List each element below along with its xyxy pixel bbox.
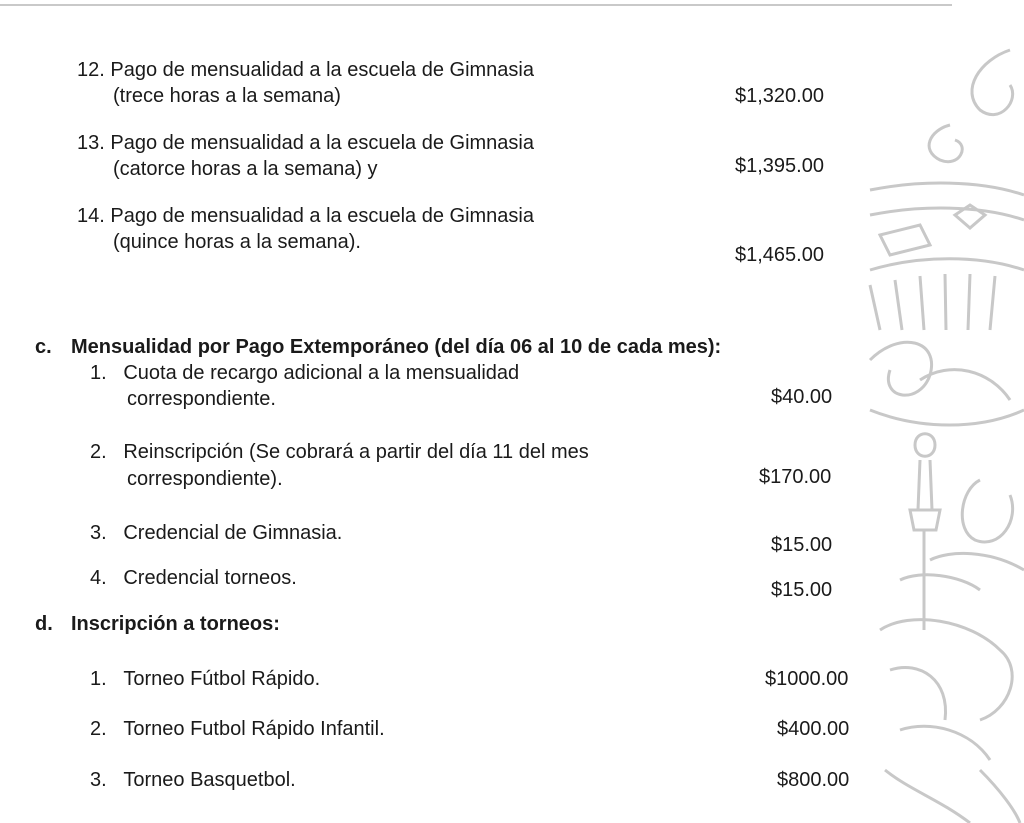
item-14-line1 (77, 204, 534, 228)
item-d2-price: $400.00 (777, 718, 850, 740)
item-13-line2: (catorce horas a la semana) y (113, 158, 378, 180)
item-14-price: $1,465.00 (735, 244, 824, 266)
item-d3-description: Torneo Basquetbol. (123, 769, 296, 791)
section-d-letter: d. (35, 613, 53, 635)
item-d2 (90, 717, 385, 741)
section-c-title: Mensualidad por Pago Extemporáneo (del día 06 al 10 de cada mes): (71, 336, 722, 358)
item-13-price: $1,395.00 (735, 155, 824, 177)
item-13-description: Pago de mensualidad a la escuela de Gimnasia (110, 132, 534, 154)
item-12-description: Pago de mensualidad a la escuela de Gimnasia (110, 59, 534, 81)
item-c1-line1 (90, 361, 519, 385)
section-d-title: Inscripción a torneos: (71, 613, 280, 635)
item-c3-number: 3. (90, 522, 107, 544)
item-13-line1 (77, 131, 534, 155)
item-c1-description: Cuota de recargo adicional a la mensualidad (123, 362, 520, 384)
item-c3-price: $15.00 (771, 534, 833, 556)
item-c1-line2: correspondiente. (127, 388, 276, 410)
top-divider (0, 4, 952, 6)
item-d1-price: $1000.00 (765, 668, 849, 690)
item-14-line2: (quince horas a la semana). (113, 231, 361, 253)
item-12-line1 (77, 58, 534, 82)
item-c4-description: Credencial torneos. (123, 567, 297, 589)
section-c-heading (35, 334, 721, 360)
item-12-line2: (trece horas a la semana) (113, 85, 341, 107)
item-14-description: Pago de mensualidad a la escuela de Gimnasia (110, 205, 534, 227)
item-d1 (90, 667, 320, 691)
section-c-letter: c. (35, 336, 52, 358)
item-d3-number: 3. (90, 769, 107, 791)
item-c4-price: $15.00 (771, 579, 833, 601)
item-d1-description: Torneo Fútbol Rápido. (123, 668, 321, 690)
item-c4 (90, 566, 297, 590)
item-c2-line1 (90, 440, 589, 464)
section-d-heading (35, 611, 280, 637)
item-c3-description: Credencial de Gimnasia. (123, 522, 343, 544)
item-c4-number: 4. (90, 567, 107, 589)
item-c2-description: Reinscripción (Se cobrará a partir del día 11 del mes (123, 441, 589, 463)
item-12-number: 12. (77, 59, 105, 81)
item-c2-price: $170.00 (759, 466, 832, 488)
item-c2-line2: correspondiente). (127, 468, 283, 490)
coat-of-arms-watermark (860, 30, 1024, 823)
item-d2-description: Torneo Futbol Rápido Infantil. (123, 718, 385, 740)
item-c1-number: 1. (90, 362, 107, 384)
item-d3 (90, 768, 296, 792)
item-d2-number: 2. (90, 718, 107, 740)
item-c2-number: 2. (90, 441, 107, 463)
item-14-number: 14. (77, 205, 105, 227)
item-12-price: $1,320.00 (735, 85, 824, 107)
item-d3-price: $800.00 (777, 769, 850, 791)
item-d1-number: 1. (90, 668, 107, 690)
item-c1-price: $40.00 (771, 386, 833, 408)
item-c3 (90, 521, 342, 545)
item-13-number: 13. (77, 132, 105, 154)
